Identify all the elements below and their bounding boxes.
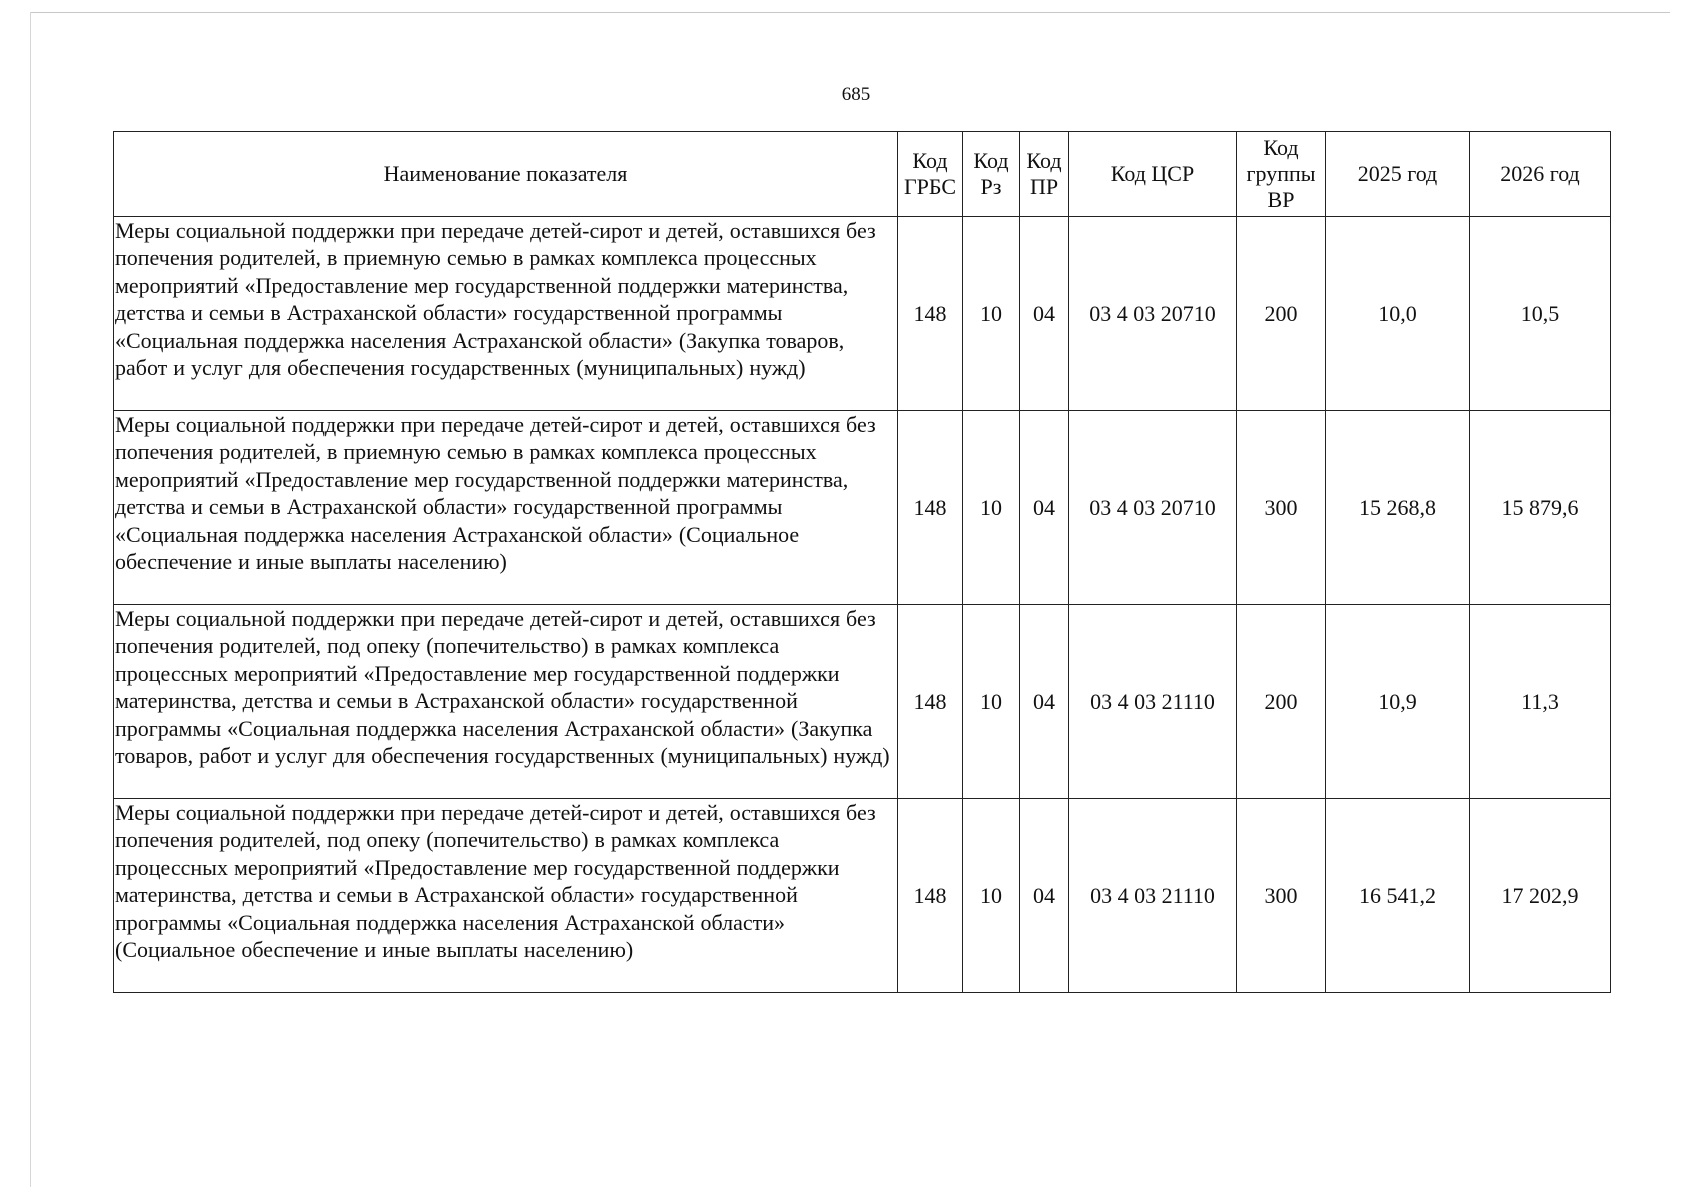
header-csr: Код ЦСР bbox=[1069, 132, 1237, 217]
row-vr: 200 bbox=[1237, 605, 1326, 799]
row-2025: 10,9 bbox=[1326, 605, 1470, 799]
row-csr: 03 4 03 21110 bbox=[1069, 605, 1237, 799]
header-rz: Код Рз bbox=[963, 132, 1020, 217]
table-row bbox=[114, 605, 1611, 799]
row-2026: 15 879,6 bbox=[1470, 411, 1611, 605]
scan-edge-top bbox=[30, 12, 1670, 13]
row-vr: 300 bbox=[1237, 799, 1326, 993]
table-row bbox=[114, 411, 1611, 605]
table-row bbox=[114, 217, 1611, 411]
row-2026: 11,3 bbox=[1470, 605, 1611, 799]
header-name: Наименование показателя bbox=[114, 132, 898, 217]
row-csr: 03 4 03 20710 bbox=[1069, 217, 1237, 411]
row-csr: 03 4 03 21110 bbox=[1069, 799, 1237, 993]
row-grbs: 148 bbox=[898, 799, 963, 993]
budget-table bbox=[113, 131, 1611, 993]
table-header-row bbox=[114, 132, 1611, 217]
row-2026: 17 202,9 bbox=[1470, 799, 1611, 993]
row-name: Меры социальной поддержки при передаче детей-сирот и детей, оставшихся без попечения родителей, под опеку (попечительство) в рамках комплекса процессных мероприятий «Предоставление мер государственной поддержки материнства, детства и семьи в Астраханской области» государственной программы «Социальная поддержка населения Астраханской области» (Социальное обеспечение и иные выплаты населению) bbox=[114, 799, 898, 993]
header-pr: Код ПР bbox=[1020, 132, 1069, 217]
row-name: Меры социальной поддержки при передаче детей-сирот и детей, оставшихся без попечения родителей, под опеку (попечительство) в рамках комплекса процессных мероприятий «Предоставление мер государственной поддержки материнства, детства и семьи в Астраханской области» государственной программы «Социальная поддержка населения Астраханской области» (Закупка товаров, работ и услуг для обеспечения государственных (муниципальных) нужд) bbox=[114, 605, 898, 799]
row-2026: 10,5 bbox=[1470, 217, 1611, 411]
header-vr: Код группы ВР bbox=[1237, 132, 1326, 217]
row-rz: 10 bbox=[963, 411, 1020, 605]
row-rz: 10 bbox=[963, 799, 1020, 993]
row-pr: 04 bbox=[1020, 217, 1069, 411]
row-grbs: 148 bbox=[898, 217, 963, 411]
row-grbs: 148 bbox=[898, 411, 963, 605]
header-2026: 2026 год bbox=[1470, 132, 1611, 217]
row-pr: 04 bbox=[1020, 411, 1069, 605]
row-2025: 15 268,8 bbox=[1326, 411, 1470, 605]
row-grbs: 148 bbox=[898, 605, 963, 799]
row-rz: 10 bbox=[963, 217, 1020, 411]
row-2025: 16 541,2 bbox=[1326, 799, 1470, 993]
row-2025: 10,0 bbox=[1326, 217, 1470, 411]
row-vr: 300 bbox=[1237, 411, 1326, 605]
header-grbs: Код ГРБС bbox=[898, 132, 963, 217]
row-name: Меры социальной поддержки при передаче детей-сирот и детей, оставшихся без попечения родителей, в приемную семью в рамках комплекса процессных мероприятий «Предоставление мер государственной поддержки материнства, детства и семьи в Астраханской области» государственной программы «Социальная поддержка населения Астраханской области» (Социальное обеспечение и иные выплаты населению) bbox=[114, 411, 898, 605]
header-2025: 2025 год bbox=[1326, 132, 1470, 217]
scan-edge-left bbox=[30, 12, 31, 1187]
row-rz: 10 bbox=[963, 605, 1020, 799]
table-row bbox=[114, 799, 1611, 993]
page-number: 685 bbox=[841, 84, 871, 105]
row-csr: 03 4 03 20710 bbox=[1069, 411, 1237, 605]
row-pr: 04 bbox=[1020, 605, 1069, 799]
row-pr: 04 bbox=[1020, 799, 1069, 993]
row-vr: 200 bbox=[1237, 217, 1326, 411]
row-name: Меры социальной поддержки при передаче детей-сирот и детей, оставшихся без попечения родителей, в приемную семью в рамках комплекса процессных мероприятий «Предоставление мер государственной поддержки материнства, детства и семьи в Астраханской области» государственной программы «Социальная поддержка населения Астраханской области» (Закупка товаров, работ и услуг для обеспечения государственных (муниципальных) нужд) bbox=[114, 217, 898, 411]
